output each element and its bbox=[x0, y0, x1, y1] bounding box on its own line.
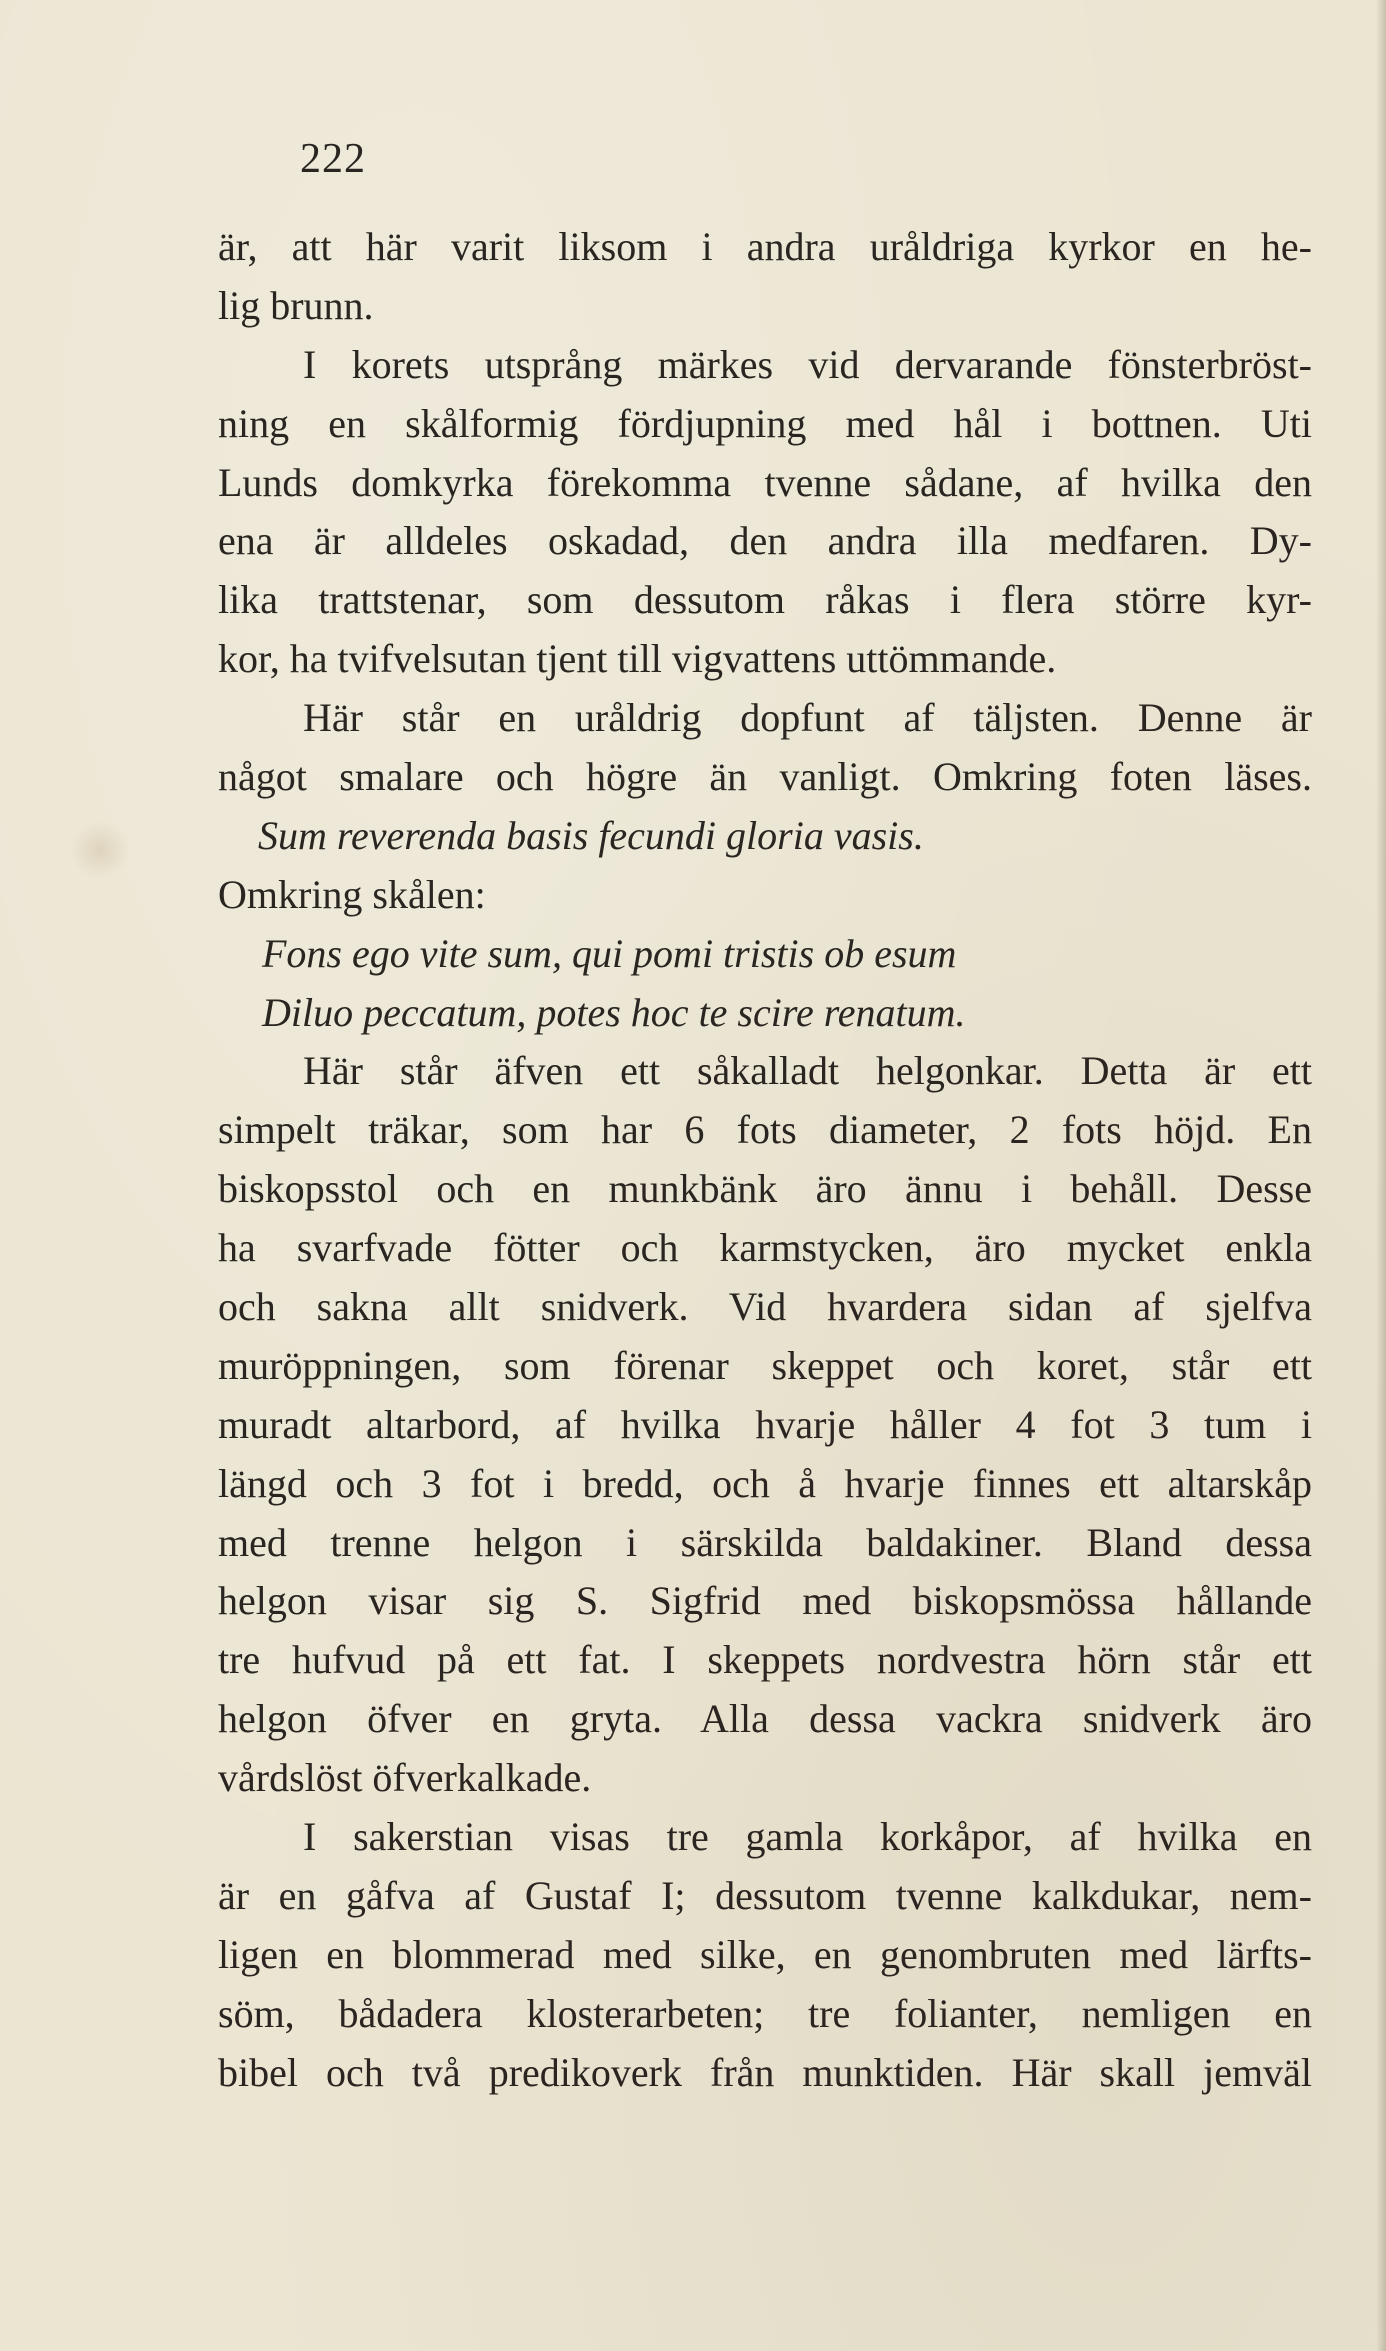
text-line: biskopsstol och en munkbänk äro ännu i behåll. Desse bbox=[218, 1166, 1312, 1212]
text-line: med trenne helgon i särskilda baldakiner. Bland dessa bbox=[218, 1519, 1312, 1565]
latin-inscription-line: Diluo peccatum, potes hoc te scire renatum. bbox=[262, 989, 966, 1035]
text-line: vårdslöst öfverkalkade. bbox=[218, 1755, 592, 1801]
paper-stain bbox=[70, 820, 130, 880]
text-line: ligen en blommerad med silke, en genombruten med lärfts- bbox=[218, 1931, 1312, 1977]
text-line: muradt altarbord, af hvilka hvarje håller 4 fot 3 tum i bbox=[218, 1401, 1312, 1447]
body-text bbox=[218, 218, 1312, 2103]
text-line: I korets utsprång märkes vid dervarande fönsterbröst- bbox=[303, 341, 1312, 387]
text-line: helgon öfver en gryta. Alla dessa vackra snidverk äro bbox=[218, 1696, 1312, 1742]
text-line: kor, ha tvifvelsutan tjent till vigvattens uttömmande. bbox=[218, 636, 1057, 682]
text-line: bibel och två predikoverk från munktiden. Här skall jemväl bbox=[218, 2049, 1312, 2095]
text-line: tre hufvud på ett fat. I skeppets nordvestra hörn står ett bbox=[218, 1637, 1312, 1683]
text-line: Här står äfven ett såkalladt helgonkar. Detta är ett bbox=[303, 1048, 1312, 1094]
latin-inscription-line: Sum reverenda basis fecundi gloria vasis. bbox=[258, 812, 924, 858]
text-line: ning en skålformig fördjupning med hål i bottnen. Uti bbox=[218, 400, 1312, 446]
text-line: ena är alldeles oskadad, den andra illa medfaren. Dy- bbox=[218, 518, 1312, 564]
text-line: ha svarfvade fötter och karmstycken, äro mycket enkla bbox=[218, 1225, 1312, 1271]
text-line: söm, bådadera klosterarbeten; tre folianter, nemligen en bbox=[218, 1990, 1312, 2036]
page-edge-shadow bbox=[1376, 0, 1386, 2351]
text-line: och sakna allt snidverk. Vid hvardera sidan af sjelfva bbox=[218, 1284, 1312, 1330]
text-line: Här står en uråldrig dopfunt af täljsten. Denne är bbox=[303, 695, 1312, 741]
text-line: lika trattstenar, som dessutom råkas i flera större kyr- bbox=[218, 577, 1312, 623]
text-line: muröppningen, som förenar skeppet och koret, står ett bbox=[218, 1342, 1312, 1388]
text-line: simpelt träkar, som har 6 fots diameter, 2 fots höjd. En bbox=[218, 1107, 1312, 1153]
latin-inscription-line: Fons ego vite sum, qui pomi tristis ob esum bbox=[262, 930, 957, 976]
text-line: Omkring skålen: bbox=[218, 871, 486, 917]
text-line: något smalare och högre än vanligt. Omkring foten läses. bbox=[218, 754, 1312, 800]
text-line: längd och 3 fot i bredd, och å hvarje finnes ett altarskåp bbox=[218, 1460, 1312, 1506]
text-line: helgon visar sig S. Sigfrid med biskopsmössa hållande bbox=[218, 1578, 1312, 1624]
text-line: är, att här varit liksom i andra uråldriga kyrkor en he- bbox=[218, 224, 1312, 269]
text-line: Lunds domkyrka förekomma tvenne sådane, af hvilka den bbox=[218, 459, 1312, 505]
text-line: lig brunn. bbox=[218, 282, 374, 328]
text-line: I sakerstian visas tre gamla korkåpor, af hvilka en bbox=[303, 1814, 1312, 1860]
page-number: 222 bbox=[300, 136, 366, 182]
text-line: är en gåfva af Gustaf I; dessutom tvenne kalkdukar, nem- bbox=[218, 1872, 1312, 1918]
